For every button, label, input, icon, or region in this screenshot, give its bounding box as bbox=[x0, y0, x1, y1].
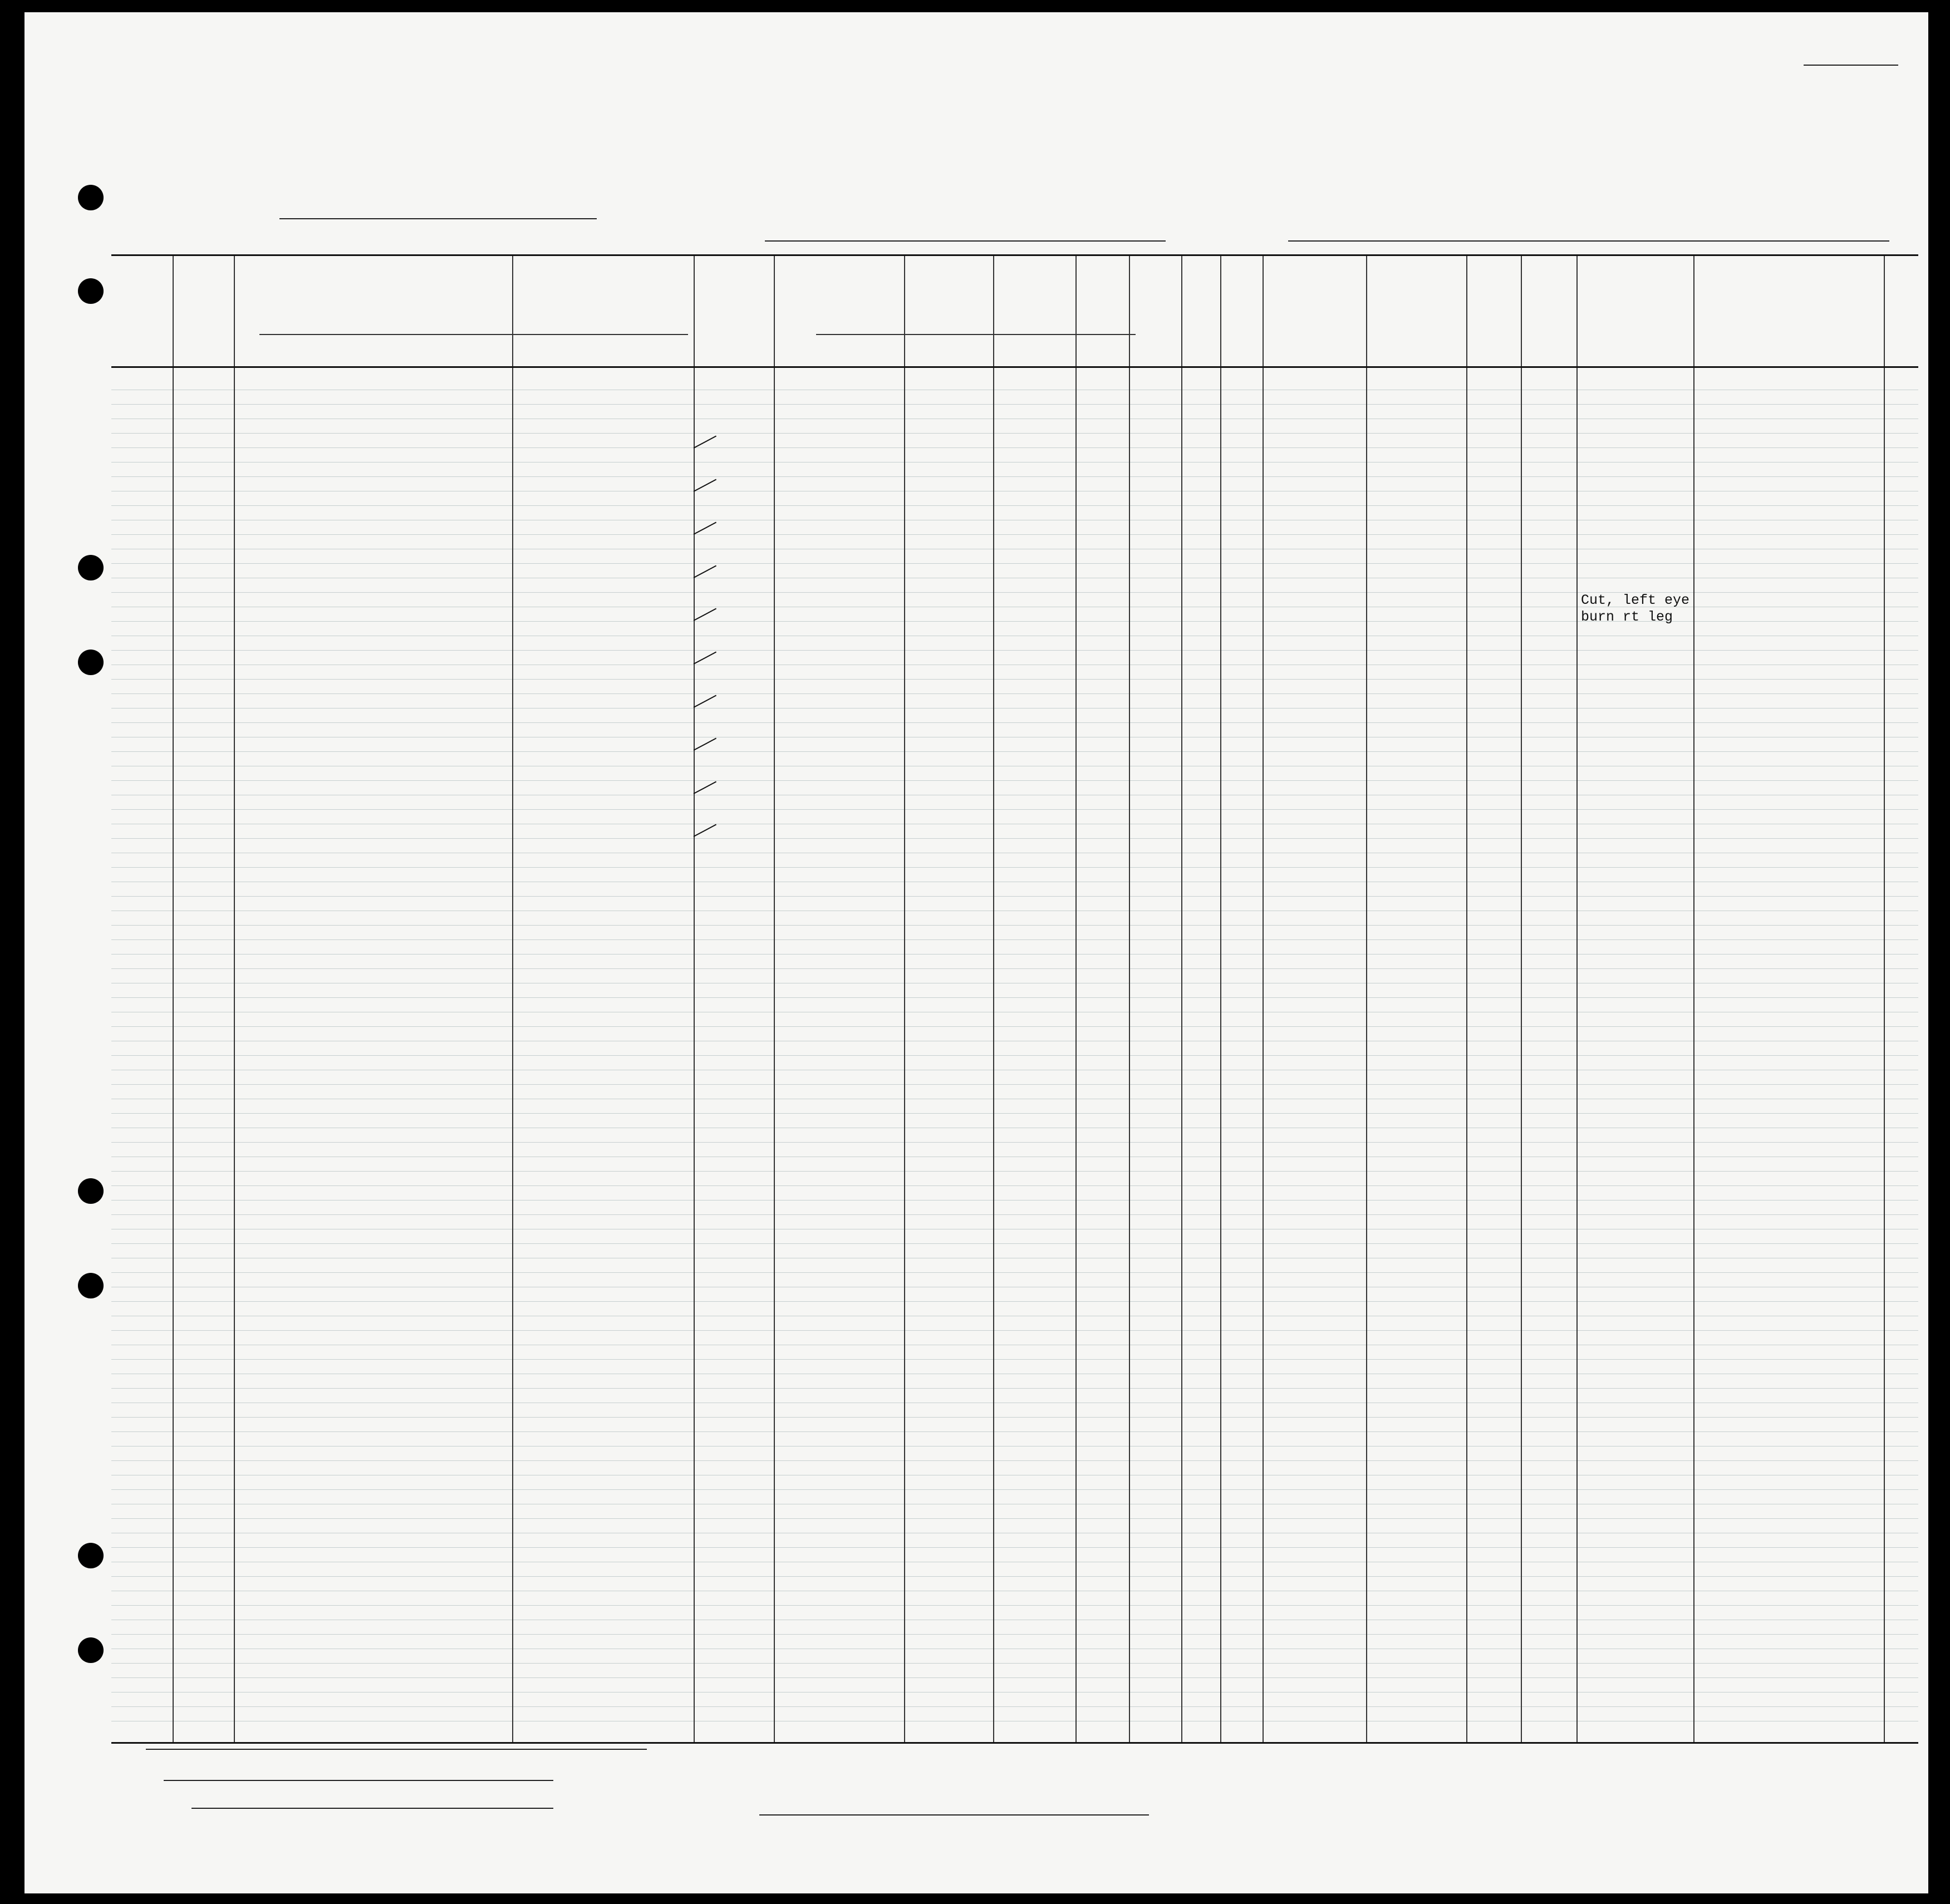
line-value bbox=[146, 1749, 647, 1750]
row-rule bbox=[111, 1185, 1918, 1186]
col17-header bbox=[1884, 267, 1950, 275]
column-rule bbox=[1129, 256, 1130, 1742]
binder-hole bbox=[78, 555, 104, 580]
row-rule bbox=[111, 1055, 1918, 1056]
row-rule bbox=[111, 809, 1918, 810]
service-check-mark bbox=[694, 781, 717, 794]
col8-header bbox=[1129, 267, 1181, 282]
row-rule bbox=[111, 1142, 1918, 1143]
binder-hole bbox=[78, 278, 104, 304]
col5-header bbox=[774, 267, 904, 284]
row-rule bbox=[111, 968, 1918, 969]
row-rule bbox=[111, 1446, 1918, 1447]
column-rule bbox=[1263, 256, 1264, 1742]
row-rule bbox=[111, 925, 1918, 926]
col4-header bbox=[694, 267, 774, 276]
row-rule bbox=[111, 1663, 1918, 1664]
row-rule bbox=[111, 751, 1918, 752]
agents-value bbox=[191, 1808, 553, 1809]
row-rule bbox=[111, 1214, 1918, 1215]
row-rule bbox=[111, 1113, 1918, 1114]
service-check-mark bbox=[694, 436, 717, 449]
row-rule bbox=[111, 447, 1918, 448]
col11-header bbox=[1263, 267, 1366, 291]
row-rule bbox=[111, 1431, 1918, 1432]
column-rule bbox=[1693, 256, 1694, 1742]
row-rule bbox=[111, 1460, 1918, 1461]
col10-header bbox=[1220, 267, 1263, 291]
row-rule bbox=[111, 838, 1918, 839]
row-rule bbox=[111, 867, 1918, 868]
col12-header bbox=[1366, 267, 1466, 291]
row-rule bbox=[111, 534, 1918, 535]
col15-header bbox=[1576, 267, 1693, 279]
column-rule bbox=[512, 256, 513, 1742]
row-rule bbox=[111, 780, 1918, 781]
col9-header bbox=[1181, 267, 1220, 291]
service-check-mark bbox=[694, 608, 717, 621]
row-rule bbox=[111, 1084, 1918, 1085]
header-rule bbox=[111, 366, 1918, 368]
row-rule bbox=[111, 650, 1918, 651]
row-rule bbox=[111, 1243, 1918, 1244]
column-rule bbox=[1366, 256, 1367, 1742]
service-check-mark bbox=[694, 522, 717, 535]
binder-hole bbox=[78, 185, 104, 210]
row-rule bbox=[111, 1417, 1918, 1418]
service-check-mark bbox=[694, 565, 717, 578]
column-rule bbox=[234, 256, 235, 1742]
binder-hole bbox=[78, 1543, 104, 1568]
column-rule bbox=[694, 256, 695, 1742]
row-rule bbox=[111, 404, 1918, 405]
binder-hole bbox=[78, 1178, 104, 1204]
col1-header bbox=[111, 267, 173, 277]
row-rule bbox=[111, 997, 1918, 998]
row-rule bbox=[111, 433, 1918, 434]
col16-header bbox=[1693, 267, 1884, 275]
sheet-no-value bbox=[1804, 65, 1898, 66]
row-rule bbox=[111, 1547, 1918, 1548]
row-rule bbox=[111, 1388, 1918, 1389]
row-rule bbox=[111, 1677, 1918, 1678]
row-rule bbox=[111, 505, 1918, 506]
arriving-line bbox=[1288, 218, 1889, 242]
row-rule bbox=[111, 896, 1918, 897]
row-rule bbox=[111, 722, 1918, 723]
service-check-mark bbox=[694, 479, 717, 491]
col7-header bbox=[1075, 267, 1129, 273]
binder-hole bbox=[78, 1273, 104, 1298]
sailing-line bbox=[765, 218, 1166, 242]
row-rule bbox=[111, 708, 1918, 709]
row-rule bbox=[111, 1171, 1918, 1172]
row-rule bbox=[111, 1489, 1918, 1490]
col13-header bbox=[1466, 267, 1521, 291]
physical-marks: Cut, left eye burn rt leg bbox=[1581, 592, 1690, 626]
row-rule bbox=[111, 679, 1918, 680]
column-rule bbox=[1075, 256, 1077, 1742]
row-rule bbox=[111, 1692, 1918, 1693]
column-rule bbox=[173, 256, 174, 1742]
row-rule bbox=[111, 1706, 1918, 1707]
service-check-mark bbox=[694, 824, 717, 837]
binder-hole bbox=[78, 650, 104, 675]
row-rule bbox=[111, 1200, 1918, 1201]
column-rule bbox=[1220, 256, 1221, 1742]
row-rule bbox=[111, 954, 1918, 955]
column-rule bbox=[1181, 256, 1182, 1742]
manifest-sheet bbox=[24, 12, 1928, 1893]
col2-header bbox=[173, 267, 234, 273]
name-subrule bbox=[259, 334, 688, 335]
row-rule bbox=[111, 1301, 1918, 1302]
row-rule bbox=[111, 476, 1918, 477]
service-check-mark bbox=[694, 695, 717, 707]
binder-hole bbox=[78, 1637, 104, 1663]
owners-value bbox=[164, 1780, 553, 1781]
row-rule bbox=[111, 563, 1918, 564]
row-rule bbox=[111, 1576, 1918, 1577]
row-rule bbox=[111, 693, 1918, 694]
vessel-value bbox=[279, 218, 597, 219]
column-rule bbox=[774, 256, 775, 1742]
row-rule bbox=[111, 462, 1918, 463]
column-rule bbox=[1884, 256, 1885, 1742]
row-rule bbox=[111, 1026, 1918, 1027]
column-rule bbox=[1576, 256, 1578, 1742]
row-rule bbox=[111, 1518, 1918, 1519]
service-check-mark bbox=[694, 652, 717, 665]
shipped-subrule bbox=[816, 334, 1136, 335]
col3-header bbox=[234, 267, 694, 284]
row-rule bbox=[111, 1330, 1918, 1331]
column-rule bbox=[904, 256, 905, 1742]
column-rule bbox=[993, 256, 994, 1742]
row-rule bbox=[111, 1272, 1918, 1273]
inspector-line bbox=[759, 1814, 1149, 1816]
service-check-mark bbox=[694, 738, 717, 751]
crew-table bbox=[111, 254, 1918, 1744]
column-rule bbox=[1521, 256, 1522, 1742]
row-rule bbox=[111, 1634, 1918, 1635]
row-rule bbox=[111, 1605, 1918, 1606]
column-rule bbox=[1466, 256, 1467, 1742]
col6-header bbox=[904, 267, 1075, 282]
row-rule bbox=[111, 1359, 1918, 1360]
row-rule bbox=[111, 939, 1918, 940]
col14-header bbox=[1521, 267, 1576, 291]
